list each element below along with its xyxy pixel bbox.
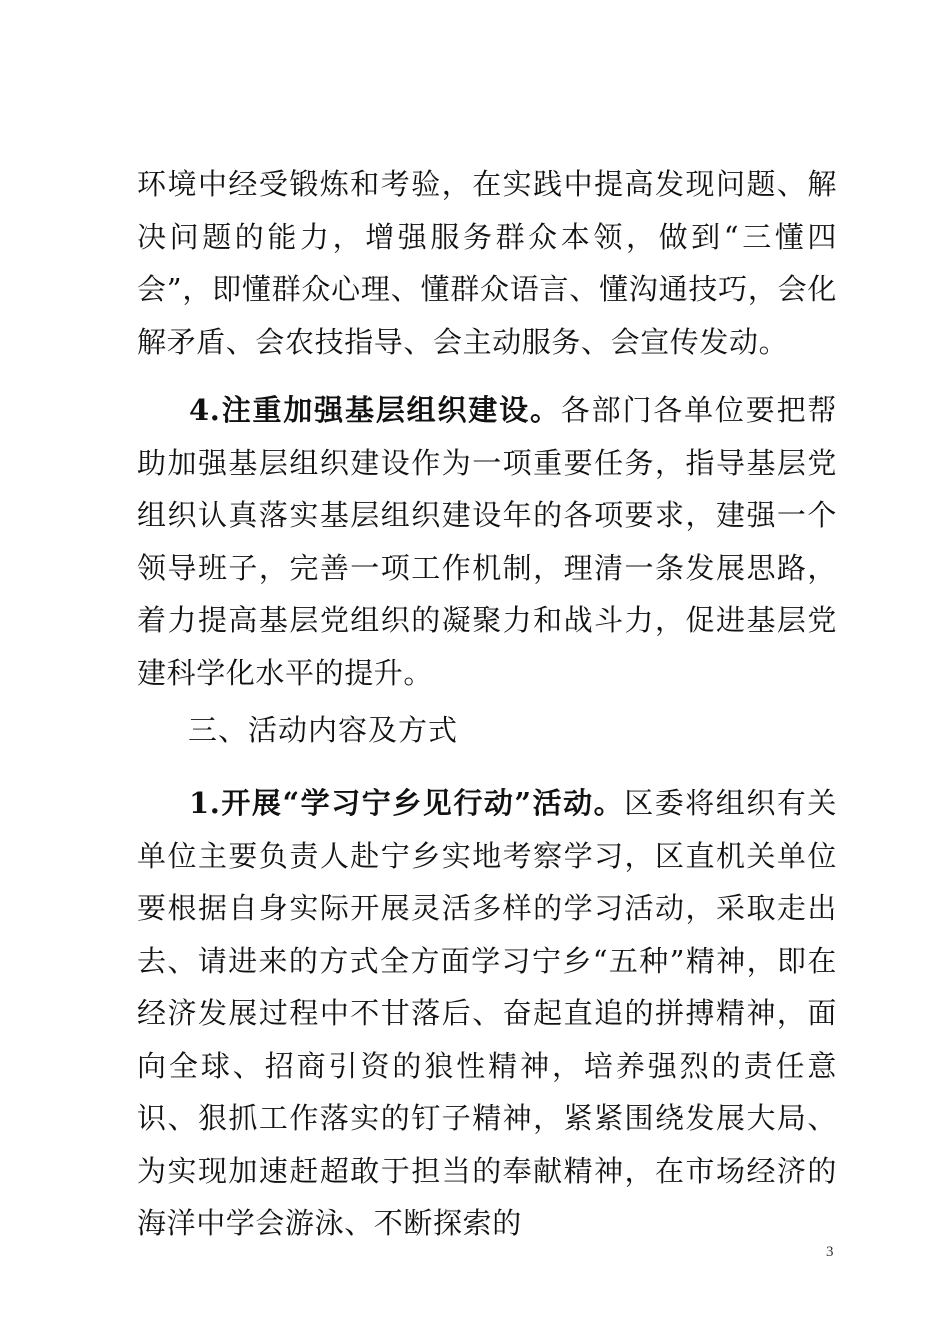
section-3-heading: 三、活动内容及方式 <box>188 713 459 747</box>
page-number: 3 <box>826 1244 834 1260</box>
paragraph-continuation: 环境中经受锻炼和考验，在实践中提高发现问题、解决问题的能力，增强服务群众本领，做到“三懂四会”，即懂群众心理、懂群众语言、懂沟通技巧，会化解矛盾、会农技指导、会主动服务、会宣传发动。 <box>137 167 837 359</box>
paragraph-item-4 <box>137 384 837 699</box>
item-4-title: 4.注重加强基层组织建设。 <box>189 393 561 427</box>
item-1-title: 1.开展“学习宁乡见行动”活动。 <box>189 786 625 820</box>
item-4-body: 各部门各单位要把帮助加强基层组织建设作为一项重要任务，指导基层党组织认真落实基层组织建设年的各项要求，建强一个领导班子，完善一项工作机制，理清一条发展思路，着力提高基层党组织的凝聚力和战斗力，促进基层党建科学化水平的提升。 <box>137 393 838 690</box>
item-1-body: 区委将组织有关单位主要负责人赴宁乡实地考察学习，区直机关单位要根据自身实际开展灵活多样的学习活动，采取走出去、请进来的方式全方面学习宁乡“五种”精神，即在经济发展过程中不甘落后、奋起直追的拼搏精神，面向全球、招商引资的狼性精神，培养强烈的责任意识、狠抓工作落实的钉子精神，紧紧围绕发展大局、为实现加速赶超敢于担当的奉献精神，在市场经济的海洋中学会游泳、不断探索的 <box>137 786 837 1240</box>
paragraph-item-1 <box>137 777 837 1250</box>
